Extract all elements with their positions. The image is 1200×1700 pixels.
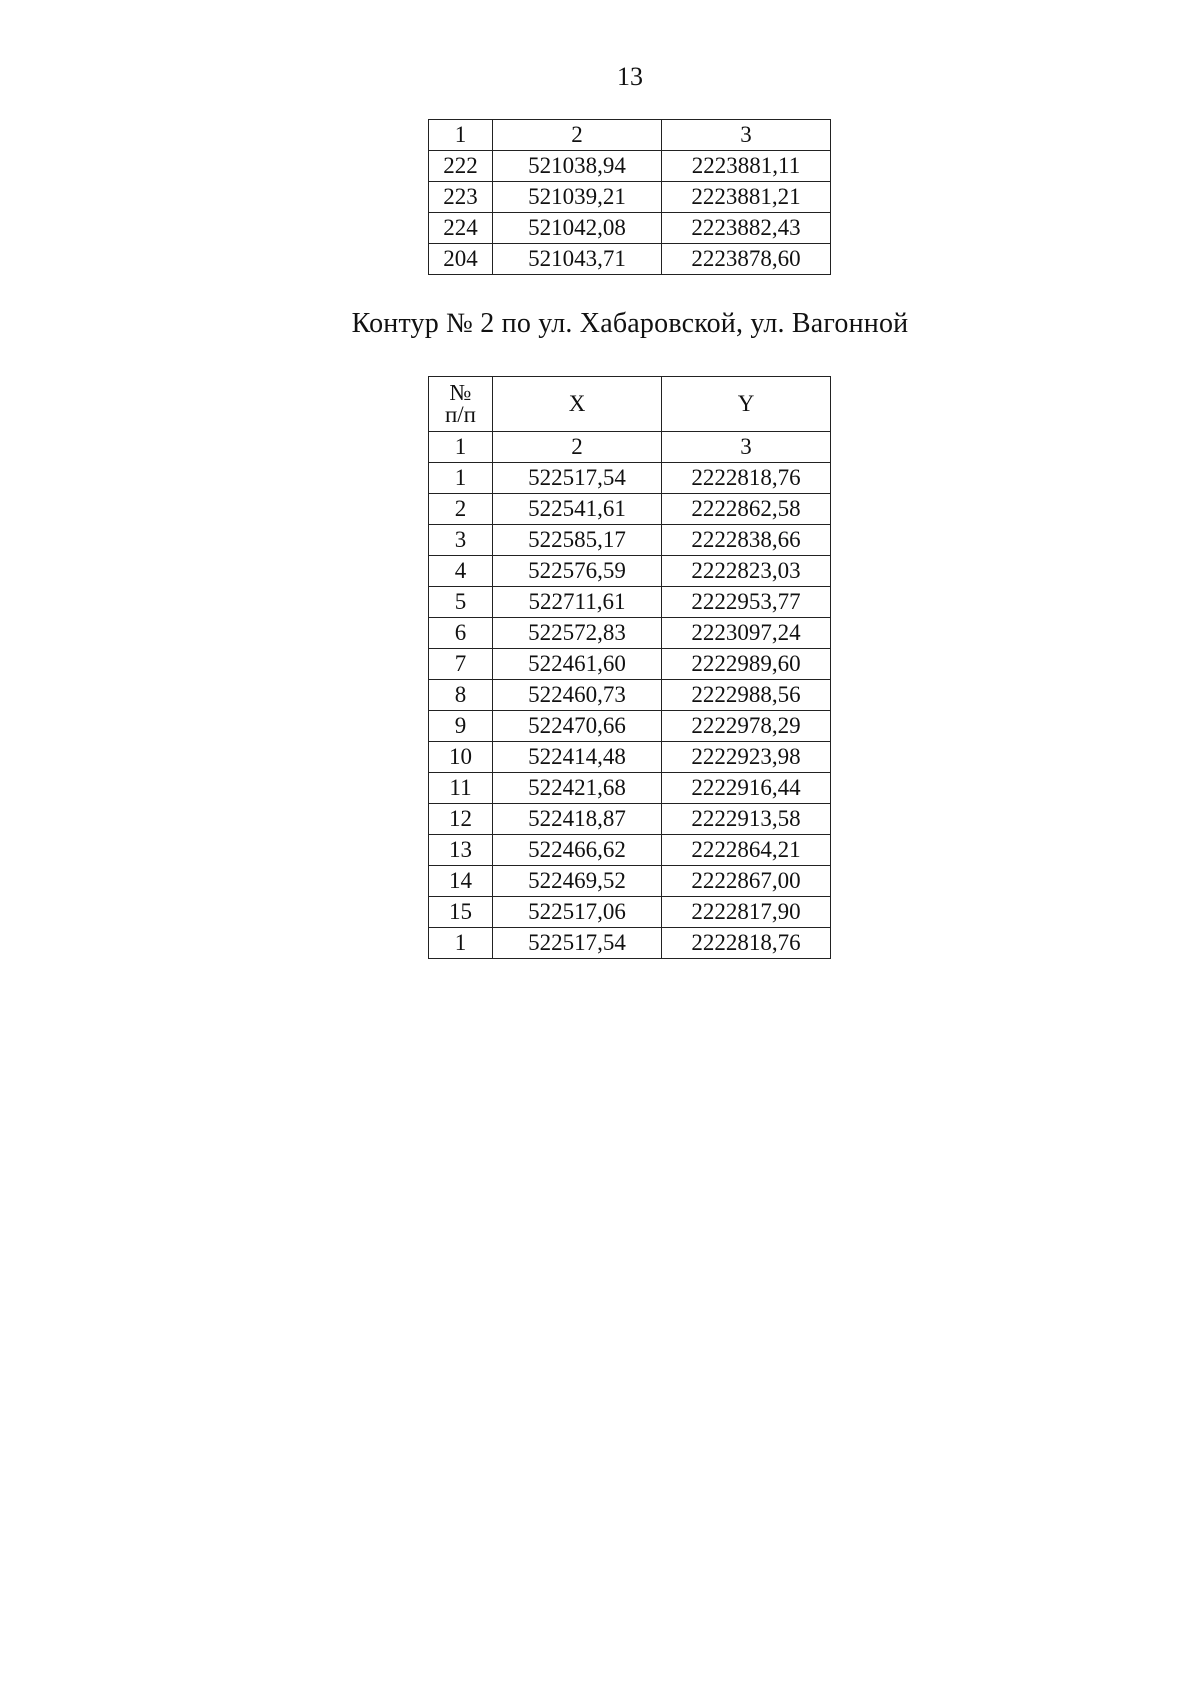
y-coordinate-cell: 2222817,90: [662, 897, 831, 928]
y-coordinate-cell: 2222923,98: [662, 742, 831, 773]
y-coordinate-cell: 2223881,11: [662, 151, 831, 182]
point-number-cell: 14: [429, 866, 493, 897]
table-row: [429, 804, 831, 835]
column-number-cell: 3: [662, 432, 831, 463]
y-coordinate-cell: 2223881,21: [662, 182, 831, 213]
x-coordinate-cell: 522572,83: [493, 618, 662, 649]
x-coordinate-cell: 522421,68: [493, 773, 662, 804]
table-row: [429, 928, 831, 959]
y-coordinate-cell: 2223097,24: [662, 618, 831, 649]
column-number-cell: 3: [662, 120, 831, 151]
table-row: [429, 773, 831, 804]
x-coordinate-cell: 521038,94: [493, 151, 662, 182]
table-row: [429, 213, 831, 244]
point-number-cell: 11: [429, 773, 493, 804]
x-coordinate-cell: 522460,73: [493, 680, 662, 711]
y-coordinate-cell: 2222913,58: [662, 804, 831, 835]
point-number-cell: 6: [429, 618, 493, 649]
y-coordinate-cell: 2222867,00: [662, 866, 831, 897]
x-coordinate-cell: 522517,54: [493, 463, 662, 494]
table-row: [429, 525, 831, 556]
x-coordinate-cell: 522585,17: [493, 525, 662, 556]
point-number-cell: 1: [429, 928, 493, 959]
table-row: [429, 866, 831, 897]
table-row: [429, 618, 831, 649]
point-number-cell: 7: [429, 649, 493, 680]
point-number-cell: 2: [429, 494, 493, 525]
table-header-row: [429, 377, 831, 432]
column-number-cell: 1: [429, 432, 493, 463]
y-coordinate-cell: 2222864,21: [662, 835, 831, 866]
table-row: [429, 897, 831, 928]
point-number-cell: 9: [429, 711, 493, 742]
point-number-cell: 12: [429, 804, 493, 835]
point-number-cell: 8: [429, 680, 493, 711]
table-row: [429, 835, 831, 866]
table-row: [429, 680, 831, 711]
point-number-cell: 13: [429, 835, 493, 866]
y-coordinate-cell: 2222823,03: [662, 556, 831, 587]
table-column-number-row: [429, 432, 831, 463]
y-coordinate-cell: 2222953,77: [662, 587, 831, 618]
x-coordinate-cell: 521039,21: [493, 182, 662, 213]
x-coordinate-cell: 522466,62: [493, 835, 662, 866]
point-number-cell: 15: [429, 897, 493, 928]
table-row: [429, 556, 831, 587]
table-row: [429, 182, 831, 213]
y-coordinate-cell: 2222838,66: [662, 525, 831, 556]
header-x: X: [493, 377, 662, 432]
x-coordinate-cell: 522517,54: [493, 928, 662, 959]
x-coordinate-cell: 522576,59: [493, 556, 662, 587]
column-number-cell: 1: [429, 120, 493, 151]
x-coordinate-cell: 522517,06: [493, 897, 662, 928]
table-row: [429, 151, 831, 182]
y-coordinate-cell: 2222916,44: [662, 773, 831, 804]
contour-title: Контур № 2 по ул. Хабаровской, ул. Вагонной: [351, 308, 909, 339]
x-coordinate-cell: 522470,66: [493, 711, 662, 742]
x-coordinate-cell: 521043,71: [493, 244, 662, 275]
table-column-number-row: [429, 120, 831, 151]
x-coordinate-cell: 522469,52: [493, 866, 662, 897]
point-number-cell: 224: [429, 213, 493, 244]
contour-coordinates-table: [428, 376, 831, 959]
table-row: [429, 649, 831, 680]
y-coordinate-cell: 2222989,60: [662, 649, 831, 680]
table-row: [429, 463, 831, 494]
point-number-cell: 4: [429, 556, 493, 587]
column-number-cell: 2: [493, 432, 662, 463]
header-point-number: [429, 377, 493, 432]
y-coordinate-cell: 2222978,29: [662, 711, 831, 742]
point-number-cell: 204: [429, 244, 493, 275]
point-number-cell: 5: [429, 587, 493, 618]
x-coordinate-cell: 522711,61: [493, 587, 662, 618]
y-coordinate-cell: 2223882,43: [662, 213, 831, 244]
page-number: 13: [617, 62, 643, 91]
x-coordinate-cell: 521042,08: [493, 213, 662, 244]
header-y: Y: [662, 377, 831, 432]
point-number-cell: 1: [429, 463, 493, 494]
y-coordinate-cell: 2222862,58: [662, 494, 831, 525]
point-number-cell: 222: [429, 151, 493, 182]
table-row: [429, 587, 831, 618]
y-coordinate-cell: 2222988,56: [662, 680, 831, 711]
y-coordinate-cell: 2223878,60: [662, 244, 831, 275]
x-coordinate-cell: 522461,60: [493, 649, 662, 680]
x-coordinate-cell: 522414,48: [493, 742, 662, 773]
y-coordinate-cell: 2222818,76: [662, 463, 831, 494]
point-number-cell: 223: [429, 182, 493, 213]
table-row: [429, 494, 831, 525]
column-number-cell: 2: [493, 120, 662, 151]
x-coordinate-cell: 522541,61: [493, 494, 662, 525]
point-number-cell: 10: [429, 742, 493, 773]
header-number-sign: № п/п: [444, 380, 476, 427]
table-row: [429, 244, 831, 275]
point-number-cell: 3: [429, 525, 493, 556]
table-row: [429, 742, 831, 773]
y-coordinate-cell: 2222818,76: [662, 928, 831, 959]
table-row: [429, 711, 831, 742]
continued-coordinates-table: [428, 119, 831, 275]
x-coordinate-cell: 522418,87: [493, 804, 662, 835]
